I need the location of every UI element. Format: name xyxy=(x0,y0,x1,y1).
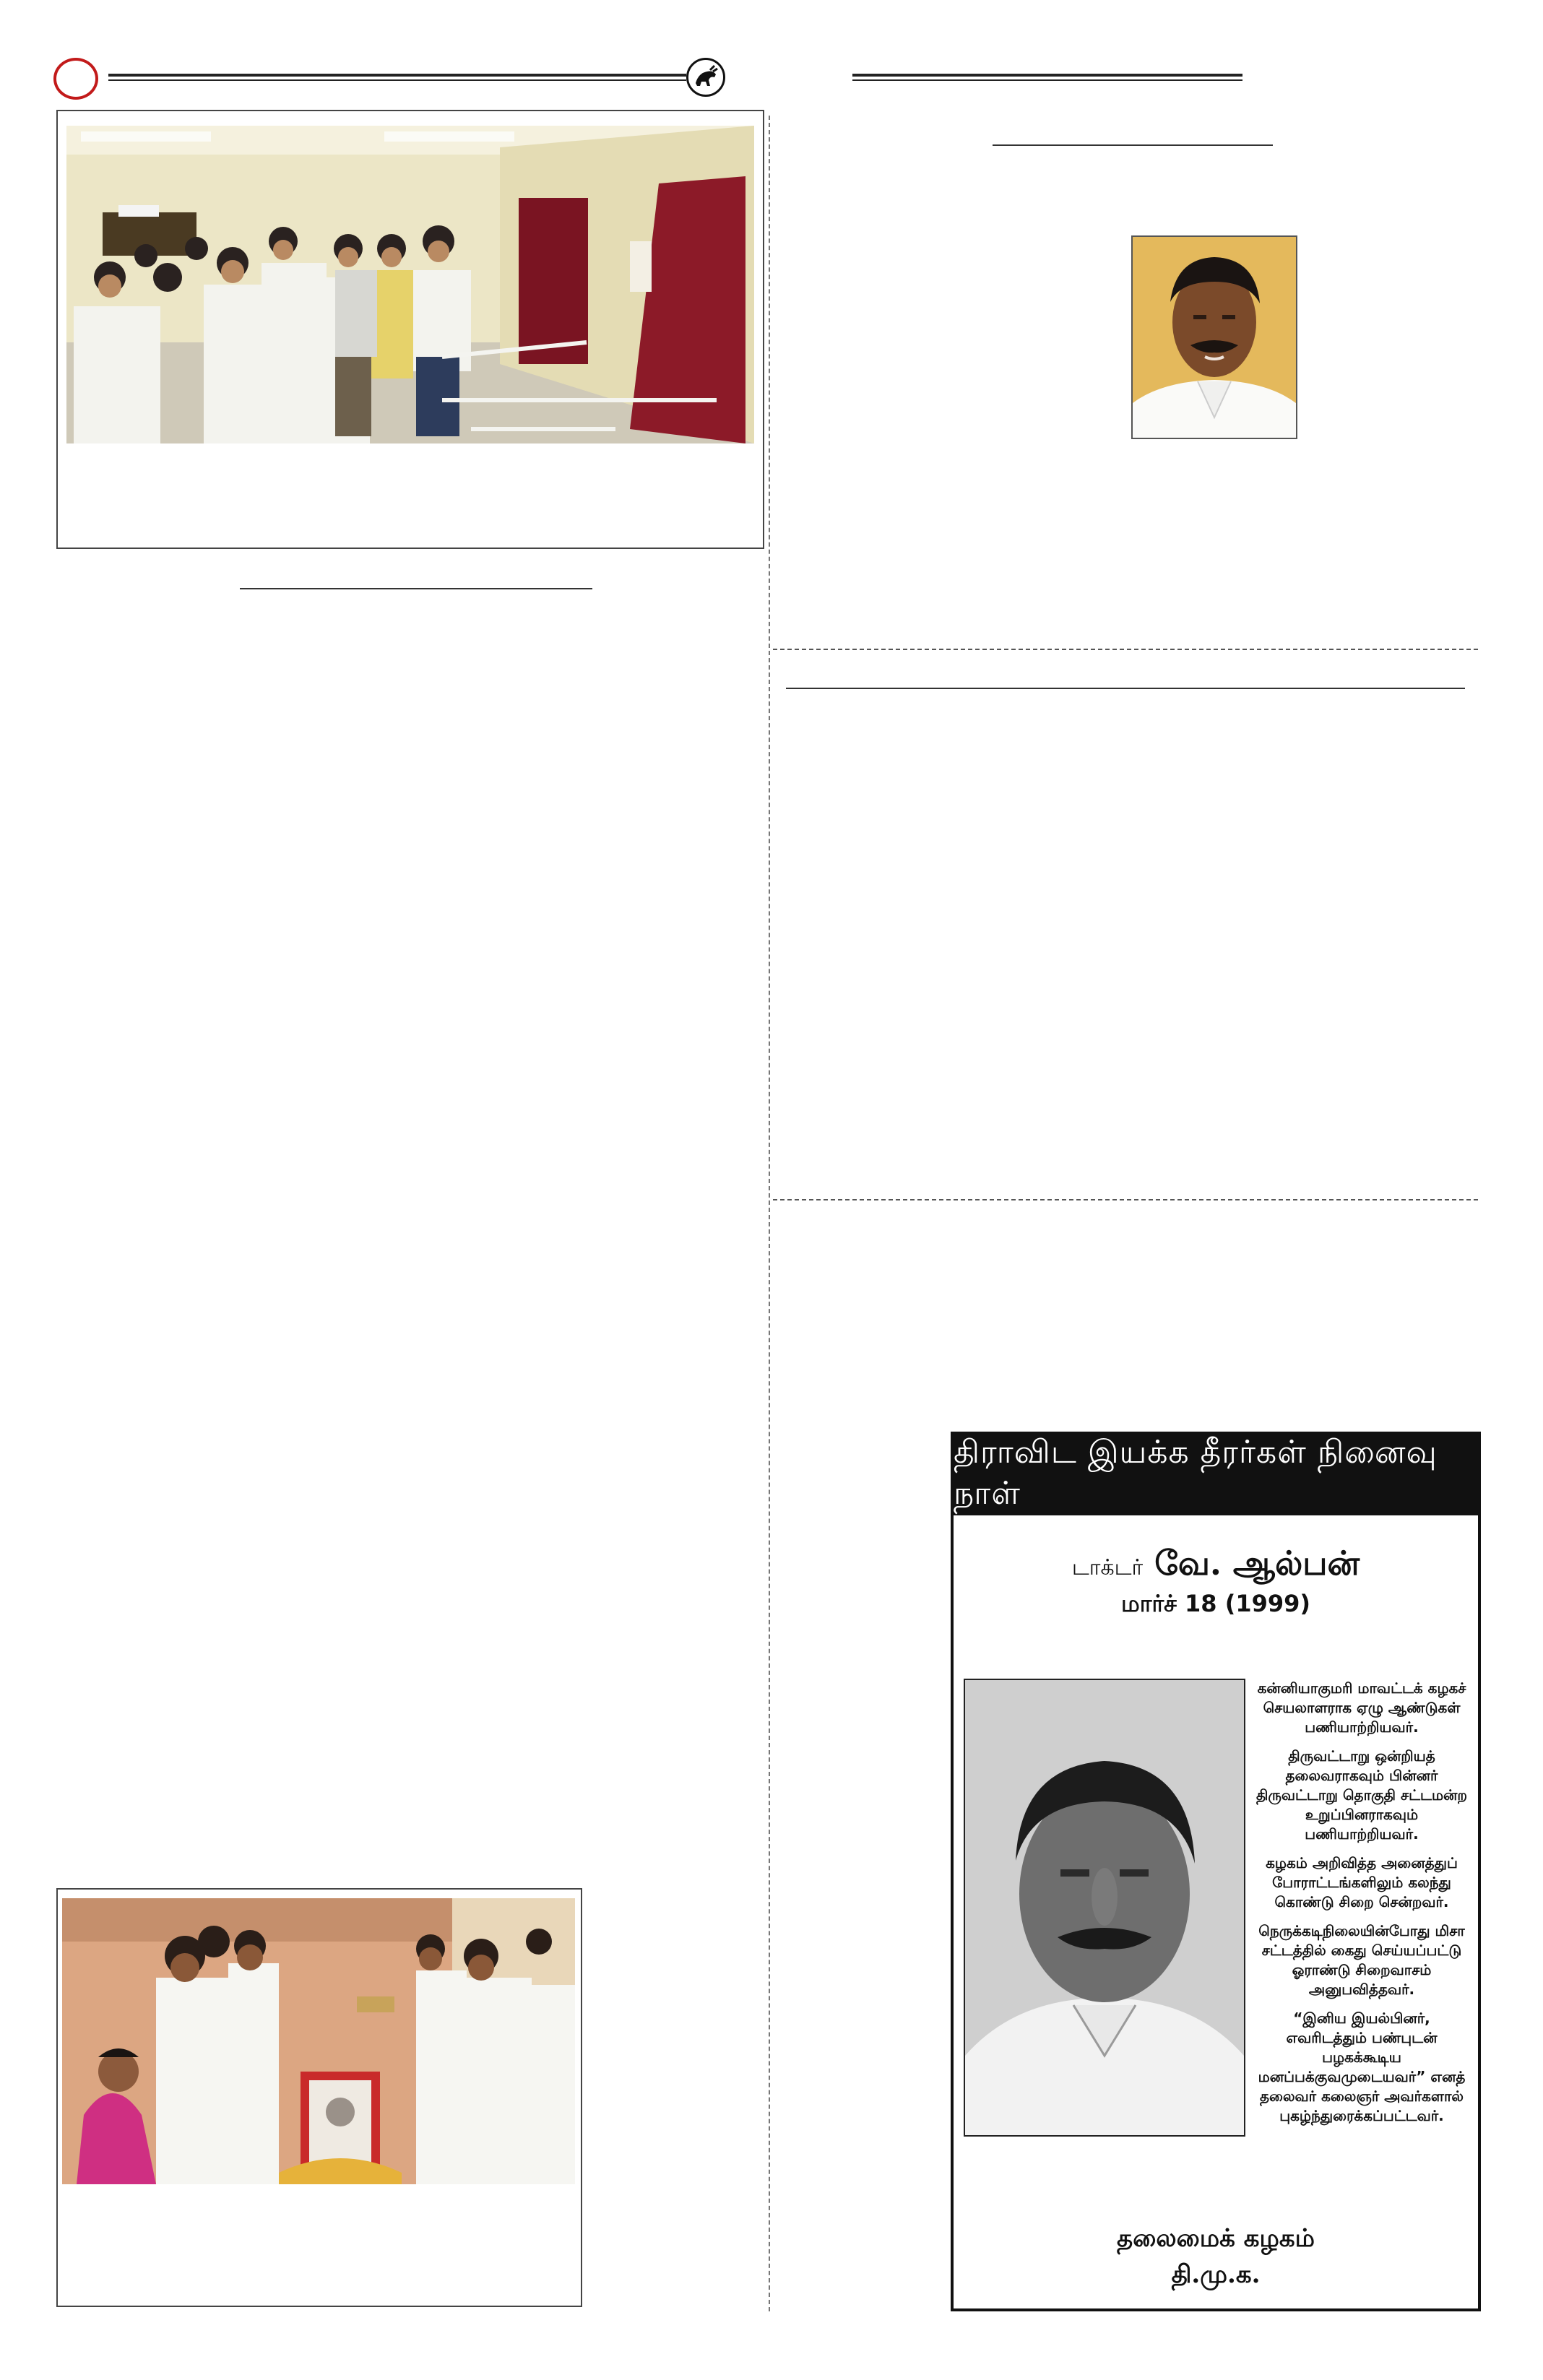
masthead-rule-left-2 xyxy=(108,79,686,81)
left-headline-rule xyxy=(240,588,592,589)
masthead-rule-left xyxy=(108,74,686,77)
inspection-photo-box xyxy=(56,110,764,549)
column-divider xyxy=(769,116,770,2311)
right-headline-rule xyxy=(993,144,1273,146)
memorial-ad-bio-1: கன்னியாகுமரி மாவட்டக் கழகச் செயலாளராக ஏழு ஆண்டுகள் பணியாற்றியவர். xyxy=(1257,1679,1466,1736)
memorial-ad-bio-2: திருவட்டாறு ஒன்றியத் தலைவராகவும் பின்னர் திருவட்டாறு தொகுதி சட்டமன்ற உறுப்பினராகவும் பணியாற்றியவர். xyxy=(1255,1747,1468,1843)
inspection-photo xyxy=(66,126,754,443)
memorial-ad-bio-3: கழகம் அறிவித்த அனைத்துப் போராட்டங்களிலும் கலந்து கொண்டு சிறை சென்றவர். xyxy=(1266,1854,1458,1911)
right-section-rule xyxy=(786,688,1465,689)
masthead-rule-right-2 xyxy=(852,79,1242,81)
page-number-circle-icon xyxy=(53,58,98,100)
party-emblem-icon xyxy=(686,58,725,97)
portrait-photo xyxy=(1131,235,1297,439)
tribute-photo-box xyxy=(56,1888,582,2307)
memorial-advertisement xyxy=(951,1432,1481,2311)
memorial-ad-bio-4: நெருக்கடிநிலையின்போது மிசா சட்டத்தில் கைது செய்யப்பட்டு ஓராண்டு சிறைவாசம் அனுபவித்தவர். xyxy=(1258,1922,1465,1998)
tribute-photo xyxy=(62,1898,575,2184)
memorial-ad-date: மார்ச் 18 (1999) xyxy=(1120,1590,1311,1617)
memorial-ad-bio-5: “இனிய இயல்பினர், எவரிடத்தும் பண்புடன் பழகக்கூடிய மனப்பக்குவமுடையவர்” எனத் தலைவர் கலைஞர் அவர்களால் புகழ்ந்துரைக்கப்பட்டவர். xyxy=(1258,2009,1466,2124)
memorial-ad-footer-line1: தலைமைக் கழகம் xyxy=(1117,2224,1315,2253)
memorial-ad-name-line xyxy=(954,1543,1478,1588)
memorial-ad-footer xyxy=(954,2220,1478,2293)
memorial-ad-portrait xyxy=(964,1679,1245,2137)
memorial-ad-name: வே. ஆல்பன் xyxy=(1154,1544,1360,1583)
right-section-divider-2 xyxy=(773,1199,1478,1200)
memorial-ad-header: திராவிட இயக்க தீரர்கள் நினைவு நாள் xyxy=(954,1435,1478,1515)
memorial-ad-footer-line2: தி.மு.க. xyxy=(1171,2260,1261,2289)
masthead-rule-right xyxy=(852,74,1242,77)
memorial-ad-name-prefix: டாக்டர் xyxy=(1071,1555,1144,1580)
memorial-ad-biography xyxy=(1251,1679,1472,2135)
right-section-divider-1 xyxy=(773,649,1478,650)
